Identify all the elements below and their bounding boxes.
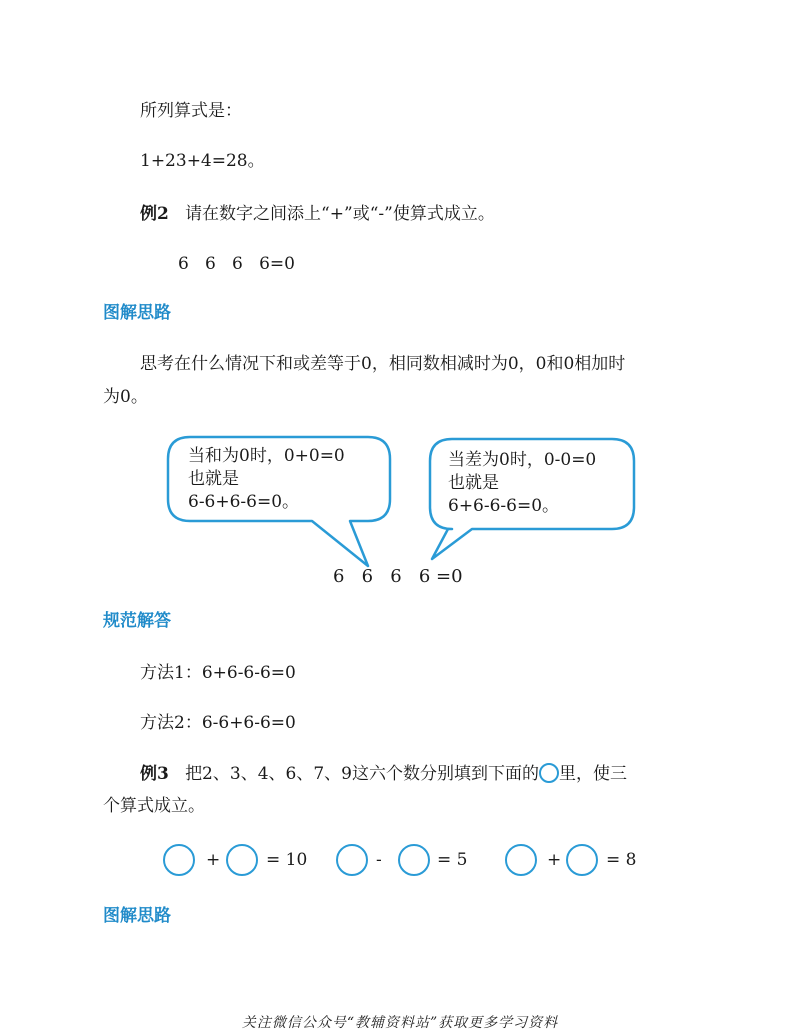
section-heading-diagram-approach-2: 图解思路	[103, 906, 171, 926]
method-1: 方法1：6+6-6-6=0	[140, 663, 296, 683]
left-bubble-line-1: 当和为0时，0+0=0	[188, 446, 345, 466]
example2-text: 请在数字之间添上“+”或“-”使算式成立。	[185, 204, 495, 224]
inline-blank-circle	[539, 763, 559, 783]
left-bubble-line-2: 也就是	[188, 469, 239, 489]
left-bubble-text	[188, 445, 345, 514]
example3-text-a: 把2、3、4、6、7、9这六个数分别填到下面的	[185, 764, 539, 784]
right-bubble-line-2: 也就是	[448, 473, 499, 493]
example3-text-b: 里，使三	[558, 764, 627, 784]
blank-circle[interactable]	[163, 844, 195, 876]
blank-circle[interactable]	[226, 844, 258, 876]
example3-line-2: 个算式成立。	[103, 796, 205, 816]
example3-line	[140, 763, 627, 785]
equation-result: = 5	[437, 850, 468, 870]
blank-circle[interactable]	[336, 844, 368, 876]
equation-result: = 8	[606, 850, 637, 870]
section-heading-diagram-approach: 图解思路	[103, 303, 171, 323]
blank-circle[interactable]	[505, 844, 537, 876]
right-bubble-text	[448, 449, 596, 518]
example2-label: 例2	[140, 204, 169, 224]
example3-label: 例3	[140, 764, 169, 784]
footer-watermark: 关注微信公众号“教辅资料站”获取更多学习资料	[241, 1015, 559, 1031]
equation-result: = 10	[266, 850, 308, 870]
right-bubble-line-3: 6+6-6-6=0。	[448, 496, 560, 516]
section-heading-standard-answer: 规范解答	[103, 611, 171, 631]
blank-circle[interactable]	[398, 844, 430, 876]
left-bubble-line-3: 6-6+6-6=0。	[188, 492, 300, 512]
operator-plus: +	[547, 850, 562, 870]
example2-numbers: 6 6 6 6=0	[178, 254, 295, 274]
operator-plus: +	[206, 850, 221, 870]
equation-answer: 1+23+4=28。	[140, 151, 265, 171]
diagram-numbers: 6 6 6 6 =0	[333, 566, 463, 587]
method-2: 方法2：6-6+6-6=0	[140, 713, 296, 733]
blank-circle[interactable]	[566, 844, 598, 876]
reasoning-line-2: 为0。	[103, 387, 148, 407]
operator-minus: -	[376, 850, 382, 870]
reasoning-line-1: 思考在什么情况下和或差等于0，相同数相减时为0，0和0相加时	[140, 354, 626, 374]
equation-intro: 所列算式是：	[140, 101, 242, 121]
right-bubble-line-1: 当差为0时，0-0=0	[448, 450, 597, 470]
